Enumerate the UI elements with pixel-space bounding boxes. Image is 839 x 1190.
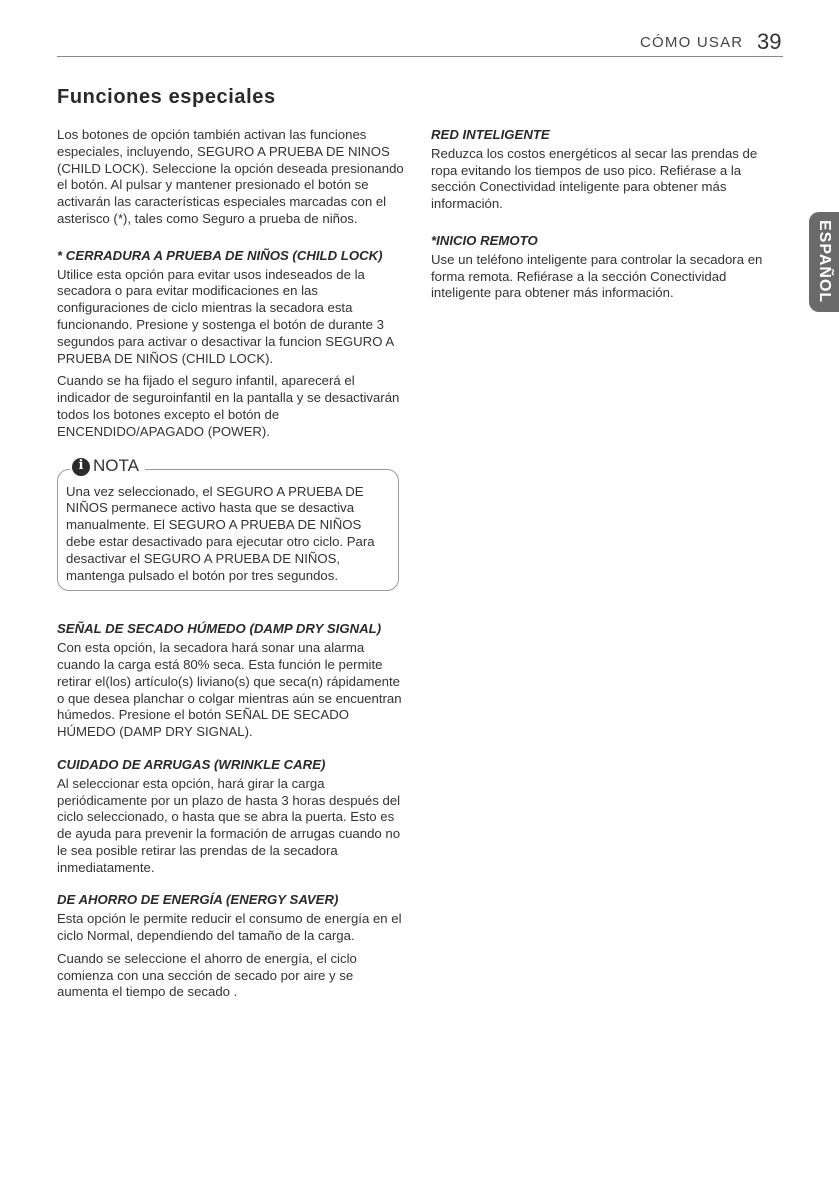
energy-saver-text-1: Esta opción le permite reducir el consumo de energía en el ciclo Normal, dependiendo del tamaño de la carga. [57,911,402,944]
language-tab-label: ESPAÑOL [816,220,833,304]
info-icon: i [72,458,90,476]
smart-grid-heading: RED INTELIGENTE [431,127,550,142]
intro-paragraph: Los botones de opción también activan las funciones especiales, incluyendo, SEGURO A PRUEBA DE NINOS (CHILD LOCK). Seleccione la opción deseada presionando el botón. Al pulsar y mantener presionado el botón se activarán las características especiales marcadas con el asterisco (*), tales como Seguro a prueba de niños. [57,127,404,226]
energy-saver-text-2: Cuando se seleccione el ahorro de energía, el ciclo comienza con una sección de secado por aire y se aumenta el tiempo de secado . [57,950,357,1000]
remote-start-text: Use un teléfono inteligente para controlar la secadora en forma remota. Refiérase a la sección Conectividad inteligente para obtener más información. [431,251,763,301]
smart-grid-text: Reduzca los costos energéticos al secar las prendas de ropa evitando los tiempos de uso pico. Refiérase a la sección Conectividad inteligente para obtener más información. [431,145,758,212]
energy-saver-heading: DE AHORRO DE ENERGÍA (ENERGY SAVER) [57,892,339,908]
wrinkle-care-heading: CUIDADO DE ARRUGAS (WRINKLE CARE) [57,756,326,772]
remote-start-heading: *INICIO REMOTO [431,232,538,248]
damp-dry-text: Con esta opción, la secadora hará sonar una alarma cuando la carga está 80% seca. Esta función le permite retirar el(los) artículo(s) liviano(s) que seca(n) rápidamente o que desea planchar o colgar mientras aún se encuentran húmedos. Presione el botón SEÑAL DE SECADO HÚMEDO (DAMP DRY SIGNAL). [57,640,402,740]
header-title: CÓMO USAR [640,34,744,51]
nota-label: NOTA [93,456,139,476]
page-number: 39 [757,29,782,54]
left-column [57,127,407,1007]
nota-header [70,458,145,476]
section-title: Funciones especiales [57,86,276,108]
wrinkle-care-text: Al seleccionar esta opción, hará girar la carga periódicamente por un plazo de hasta 3 horas después del ciclo seleccionado, o hasta que se abra la puerta. Esto es de ayuda para prevenir la formación de arrugas cuando no le sea posible retirar las prendas de la secadora inmediatamente. [57,775,401,875]
child-lock-text-1: Utilice esta opción para evitar usos indeseados de la secadora o para evitar modificaciones en las configuraciones de ciclo mientras la secadora esta funcionando. Presione y sostenga el botón de durante 3 segundos para activar o desactivar la funcion SEGURO A PRUEBA DE NIÑOS (CHILD LOCK). [57,266,394,366]
nota-box [57,456,399,592]
header-divider [57,56,783,57]
right-column [431,127,776,308]
damp-dry-heading: SEÑAL DE SECADO HÚMEDO (DAMP DRY SIGNAL) [57,621,382,637]
child-lock-heading: * CERRADURA A PRUEBA DE NIÑOS (CHILD LOCK) [57,247,383,263]
child-lock-text-2: Cuando se ha fijado el seguro infantil, aparecerá el indicador de seguroinfantil en la pantalla y se desactivarán todos los botones excepto el botón de ENCENDIDO/APAGADO (POWER). [57,373,400,439]
language-side-tab [809,212,839,312]
nota-text: Una vez seleccionado, el SEGURO A PRUEBA DE NIÑOS permanece activo hasta que se desactiva manualmente. El SEGURO A PRUEBA DE NIÑOS debe estar desactivado para ejecutar otro ciclo. Para desactivar el SEGURO A PRUEBA DE NIÑOS, mantenga pulsado el botón por tres segundos. [66,483,375,583]
